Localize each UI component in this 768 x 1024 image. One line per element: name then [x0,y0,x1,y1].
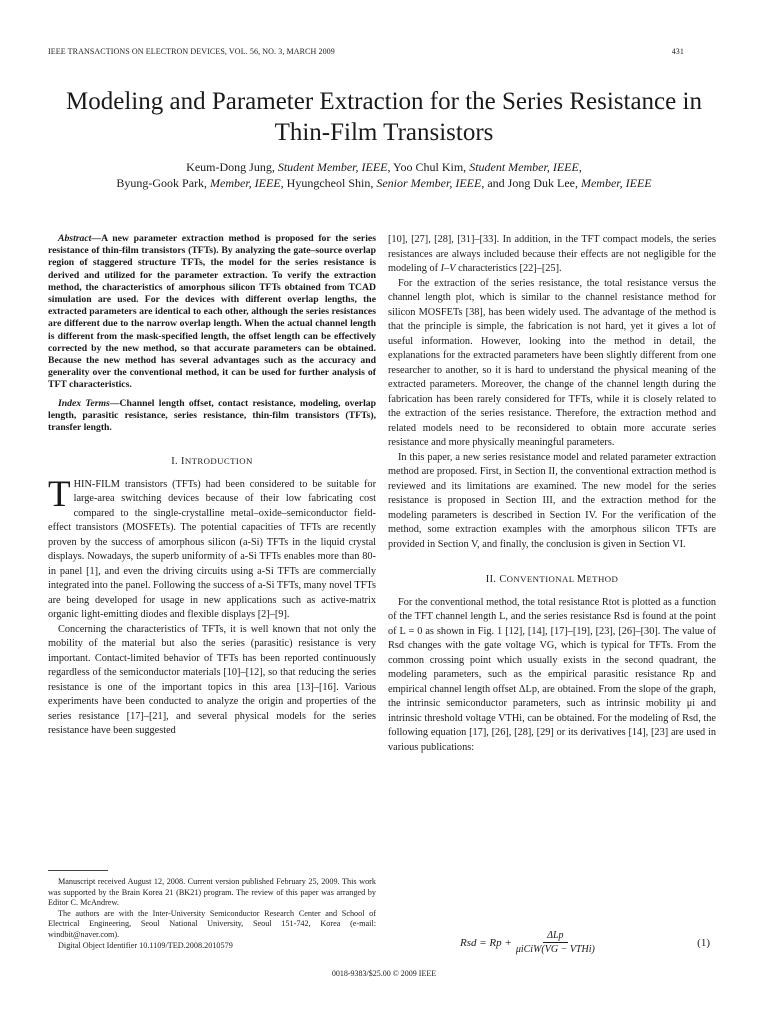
section-heading-introduction [48,454,376,470]
copyright-line: 0018-9383/$25.00 © 2009 IEEE [331,969,437,978]
equation-numerator: ΔLp [543,930,567,943]
right-paragraph-1 [388,233,716,277]
intro-paragraph-1 [48,473,376,623]
abstract-lead: Abstract [58,233,92,244]
section-numeral: I. I [171,456,185,468]
author-name: , Yoo Chul Kim, [387,160,470,174]
section-heading-conventional-method [388,572,716,588]
author-affiliation: Student Member, IEEE [277,160,388,174]
math-iv: I–V [440,263,456,274]
equation-number: (1) [697,937,710,949]
equation-1 [388,930,716,960]
right-paragraph-2: For the extraction of the series resistance, the total resistance versus the channel length plot, which is similar to the channel resistance method for silicon MOSFETs [38], has been widely used. The advantage of the method is that the principle is simple, the fabrication is not hard, yet it gives a lot of useful information. However, looking into the method in detail, the explanations for the extracted parameters have been slightly different from one researcher to another, so it is hard to understand the physical meaning of the extracted parameters. Moreover, the change of the channel length during the fabrication has been rarely considered for TFTs, while it is closely related to the extraction of the series resistance. Therefore, the extraction method and related models need to be reconsidered to obtain more accurate series resistance and more physically meaningful parameters. [388,277,716,448]
author-affiliation: Member, IEEE [210,176,281,190]
index-terms-lead: Index Terms [58,397,110,409]
equation-fraction [516,930,595,955]
abstract [48,233,376,392]
footnotes [48,877,376,951]
author-list [48,159,720,191]
author-name: Keum-Dong Jung, [186,160,278,174]
author-name: Byung-Gook Park, [116,176,211,190]
index-terms [48,398,376,435]
intro-paragraph-2: Concerning the characteristics of TFTs, it is well known that not only the mobility of the material but also the series (parasitic) resistance is very important. Contact-limited behavior of TFTs has been reported continuously regardless of the semiconductor materials [10]–[12], so that reducing the series resistance is one of the important topics in this area [13]–[16]. Various experiments have been conducted to analyze the origin and properties of the series resistance [17]–[21], and several physical models for the series resistance have been suggested [48,623,376,737]
paragraph-text: [10], [27], [28], [31]–[33]. In addition, in the TFT compact models, the series resistances are always included because their effects are not negligible for the modeling of [388,234,716,274]
author-name: , Hyungcheol Shin, [280,176,377,190]
author-affiliation: Member, IEEE [580,176,652,190]
equation-body [460,930,595,955]
journal-name: IEEE TRANSACTIONS ON ELECTRON DEVICES, VOL. 56, NO. 3, MARCH 2009 [48,47,335,56]
equation-lhs: Rsd = Rp + [460,936,512,949]
paragraph-text: characteristics [22]–[25]. [455,263,562,274]
author-name: , and Jong Duk Lee, [481,176,581,190]
section-title: ETHOD [586,574,619,584]
drop-cap: T [48,473,71,515]
footnote-rule [48,870,108,871]
section-numeral: II. C [485,574,507,585]
section-title: ONVENTIONAL [506,574,577,584]
section-title: NTRODUCTION [184,456,253,467]
equation-denominator: μiCiW(VG − VTHi) [515,944,595,955]
footnote-affiliation: The authors are with the Inter-University Semiconductor Research Center and School of Electrical Engineering, Seoul National University, Seoul 151-742, Korea (e-mail: windbit@naver.com). [48,908,376,939]
footnote-doi: Digital Object Identifier 10.1109/TED.2008.2010579 [58,940,233,950]
right-column [388,233,716,755]
section-title: M [576,574,587,585]
paper-title: Modeling and Parameter Extraction for the Series Resistance in Thin-Film Transistors [66,88,702,146]
author-separator: , [578,160,582,174]
left-column [48,233,376,739]
right-paragraph-3: In this paper, a new series resistance model and related parameter extraction method are proposed. First, in Section II, the conventional extraction method is reviewed and its limitations are examined. The new model for the series resistance is proposed in Section III, and the extraction method for the modeling parameters is described in Section IV. For the verification of the method, some extraction examples with the amorphous silicon TFTs are provided in Section V, and finally, the conclusion is given in Section VI. [388,451,716,550]
footnote-manuscript: Manuscript received August 12, 2008. Current version published February 25, 2009. This work was supported by the Brain Korea 21 (BK21) program. The review of this paper was arranged by Editor C. McAndrew. [48,877,376,908]
right-paragraph-4: For the conventional method, the total resistance Rtot is plotted as a function of the TFT channel length L, and the series resistance Rsd is found at the point of L = 0 as shown in Fig. 1 [12], [14], [17]–[19], [23], [26]–[30]. The value of Rsd changes with the gate voltage VG, which is typical for TFTs. From the common crossing point which usually exists in the second quadrant, the modeling parameters, such as the empirical parasitic resistance Rp and empirical channel length offset ΔLp, are obtained. From the slope of the graph, the intrinsic semiconductor parameters, such as intrinsic mobility μi and intrinsic threshold voltage VTHi, can be obtained. For the modeling of Rsd, the following equation [17], [26], [28], [29] or its derivatives [14], [23] are used in various publications: [388,596,716,753]
abstract-text: —A new parameter extraction method is proposed for the series resistance of thin-film transistors (TFTs). By analyzing the gate–source overlap region of staggered structure TFTs, the model for the series resistance is derived and utilized for the parameter extraction. To verify the extraction method, the characteristics of amorphous silicon TFTs obtained from TCAD simulation are used. For the devices with different overlap lengths, the extracted parameters are identical to each other, although the series resistances are different due to the narrow overlap length. When the actual channel length is different from the mask-specified length, the offset length can be effectively corrected by the new method, so that accurate parameters can be obtained. Because the new method has several advantages such as the accuracy and generality over the conventional method, it can be used for further analysis of TFT characteristics. [48,233,376,391]
index-terms-text: —Channel length offset, contact resistance, modeling, overlap length, parasitic resistance, series resistance, thin-film transistors (TFTs), transfer length. [48,397,376,434]
paragraph-text: HIN-FILM transistors (TFTs) had been considered to be suitable for large-area switching devices because of their low fabricating cost compared to the single-crystalline metal–oxide–semiconductor field-effect transistors (MOSFETs). The potential capacities of TFTs are recently proven by the success of amorphous silicon (a-Si) TFTs in the liquid crystal displays. Nowadays, the superb uniformity of a-Si TFTs enables more than 80-in panel [1], and even the driving circuits using a-Si TFTs are commercially integrated into the panel. Following the success of a-Si TFTs, many novel TFTs are being developed for usage in new applications such as active-matrix organic light-emitting diodes and flexible displays [2]–[9]. [48,478,376,621]
author-affiliation: Student Member, IEEE [469,160,579,174]
running-head [48,47,684,59]
page-number: 431 [671,47,684,56]
author-affiliation: Senior Member, IEEE [376,176,482,190]
